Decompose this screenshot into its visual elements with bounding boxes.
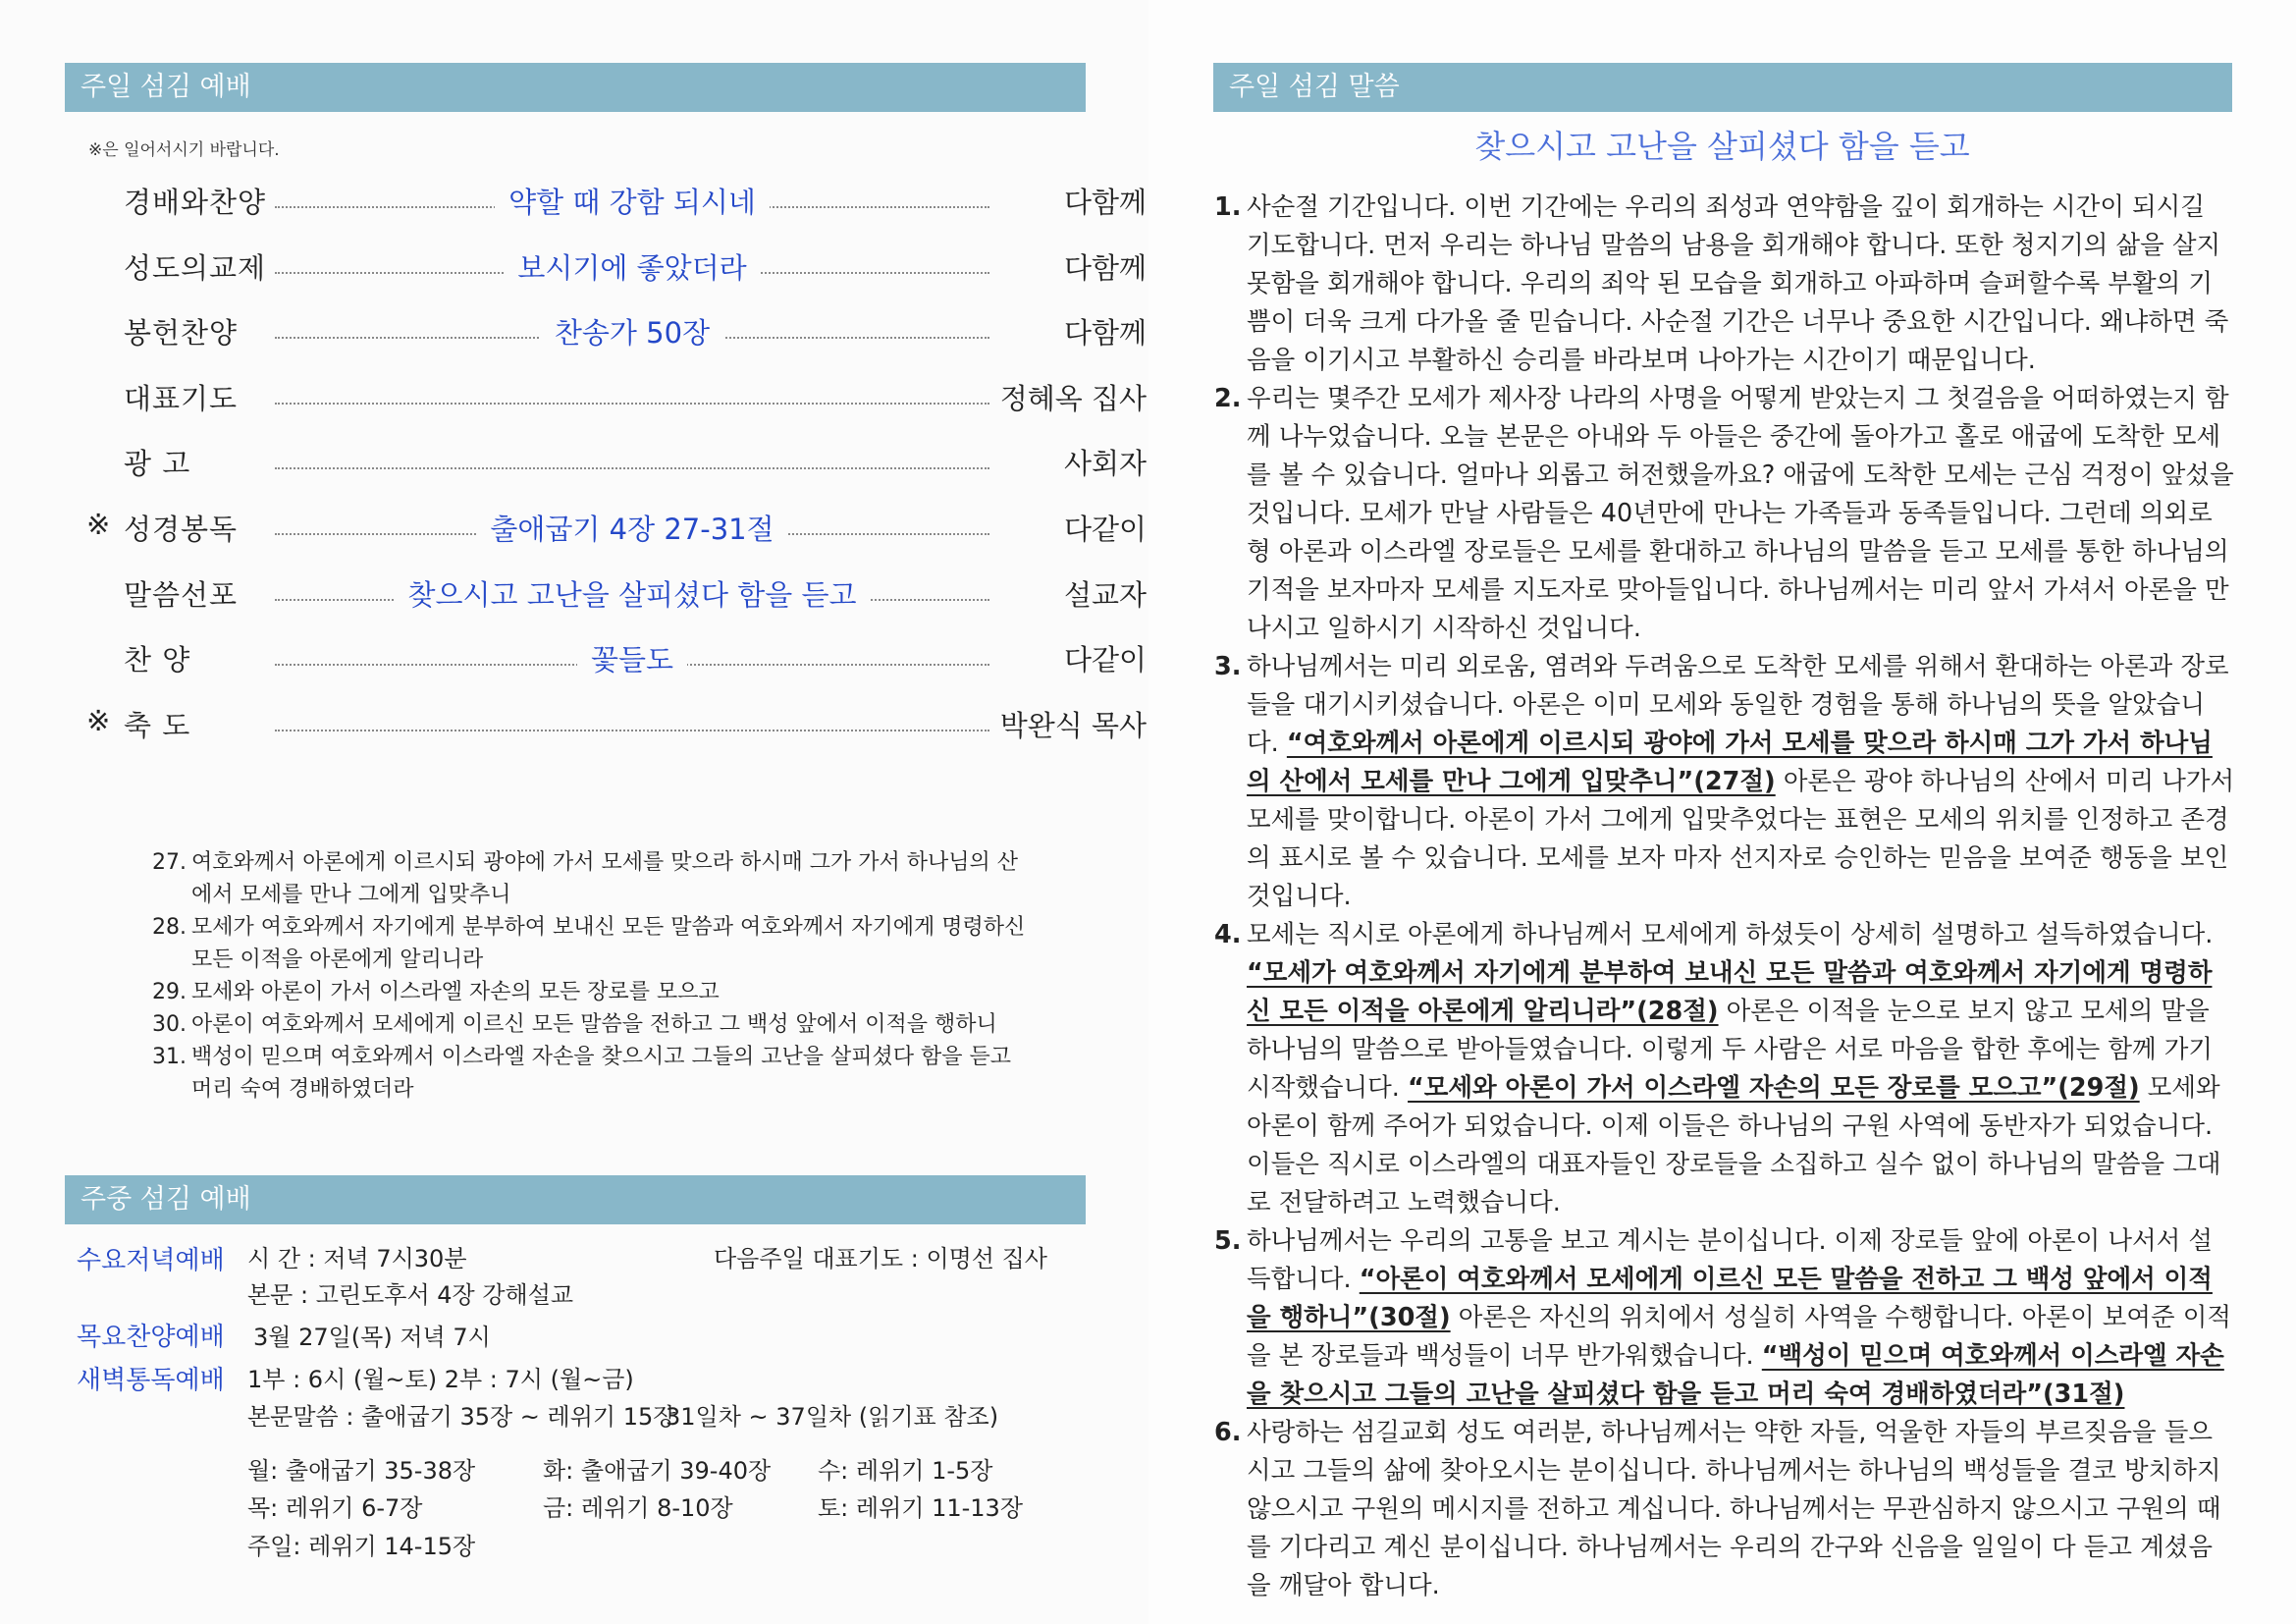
order-leader: 다함께 — [989, 246, 1147, 287]
wed-service-label: 수요저녁예배 — [77, 1246, 225, 1275]
wed-service-time: 시 간 : 저녁 7시30분 — [247, 1245, 467, 1272]
dawn-service-text: 본문말씀 : 출애굽기 35장 ~ 레위기 15장 — [247, 1403, 676, 1431]
reading-wed: 수: 레위기 1-5장 — [818, 1457, 993, 1485]
sermon-points — [1214, 189, 2235, 1605]
order-leader: 다같이 — [989, 638, 1147, 678]
wed-service-text: 본문 : 고린도후서 4장 강해설교 — [247, 1281, 574, 1309]
stand-mark: ※ — [86, 704, 111, 737]
scripture-verses — [152, 846, 1036, 1106]
sermon-point-5: 5. 하나님께서는 우리의 고통을 보고 계시는 분이십니다. 이제 장로들 앞에 아론이 나서서 설득합니다. “아론이 여호와께서 모세에게 이르신 모든 말씀을 전하고 그 백성 앞에서 이적을 행하니”(30절) 아론은 자신의 위치에서 성실히 사역을 수행합니다. 아론이 보여준 이적을 본 장로들과 백성들이 너무 반가워했습니다. “백성이 믿으며 여호와께서 이스라엘 자손을 찾으시고 그들의 고난을 살피셨다 함을 듣고 머리 숙여 경배하였더라”(31절) — [1214, 1226, 2232, 1409]
reading-thu: 목: 레위기 6-7장 — [247, 1494, 423, 1522]
thu-service-time: 3월 27일(목) 저녁 7시 — [253, 1324, 491, 1351]
order-leader: 박완식 목사 — [989, 704, 1147, 744]
verse: 31. 백성이 믿으며 여호와께서 이스라엘 자손을 찾으시고 그들의 고난을 살피셨다 함을 듣고 머리 숙여 경배하였더라 — [152, 1045, 1012, 1102]
scripture-quote: “여호와께서 아론에게 이르시되 광야에 가서 모세를 맞으라 하시매 그가 가서 하나님의 산에서 모세를 만나 그에게 입맞추니”(27절) — [1247, 729, 2213, 796]
order-title: 말씀선포 — [124, 578, 239, 612]
verse: 30. 아론이 여호와께서 모세에게 이르신 모든 말씀을 전하고 그 백성 앞에서 이적을 행하니 — [152, 1012, 997, 1037]
worship-header: 주일 섬김 예배 — [65, 63, 1086, 112]
order-content: 보시기에 좋았더라 — [275, 246, 989, 287]
sermon-title: 찾으시고 고난을 살피셨다 함을 듣고 — [1474, 128, 1970, 165]
order-leader: 사회자 — [989, 442, 1147, 482]
order-title: 광 고 — [124, 447, 191, 480]
sermon-point-1: 1. 사순절 기간입니다. 이번 기간에는 우리의 죄성과 연약함을 깊이 회개하는 시간이 되시길 기도합니다. 먼저 우리는 하나님 말씀의 남용을 회개해야 합니다. 또한 청지기의 삶을 살지 못함을 회개해야 합니다. 우리의 죄악 된 모습을 회개하고 아파하며 슬퍼할수록 부활의 기쁨이 더욱 크게 다가올 줄 믿습니다. 사순절 기간은 너무나 중요한 시간입니다. 왜냐하면 죽음을 이기시고 부활하신 승리를 바라보며 나아가는 시간이기 때문입니다. — [1214, 192, 2229, 375]
order-leader: 다같이 — [989, 508, 1147, 548]
sermon-point-3: 3. 하나님께서는 미리 외로움, 염려와 두려움으로 도착한 모세를 위해서 환대하는 아론과 장로들을 대기시키셨습니다. 아론은 이미 모세와 동일한 경험을 통해 하나님의 뜻을 알았습니다. “여호와께서 아론에게 이르시되 광야에 가서 모세를 맞으라 하시매 그가 가서 하나님의 산에서 모세를 만나 그에게 입맞추니”(27절) 아론은 광야 하나님의 산에서 미리 나가서 모세를 맞이합니다. 아론이 가서 그에게 입맞추었다는 표현은 모세의 위치를 인정하고 존경의 표시로 볼 수 있습니다. 모세를 보자 마자 선지자로 승인하는 믿음을 보여준 행동을 보인 것입니다. — [1214, 652, 2235, 911]
order-content: 찬송가 50장 — [275, 311, 989, 352]
thu-service-label: 목요찬양예배 — [77, 1323, 225, 1352]
reading-tue: 화: 출애굽기 39-40장 — [543, 1457, 772, 1485]
reading-mon: 월: 출애굽기 35-38장 — [247, 1457, 476, 1485]
order-row-sermon — [86, 573, 1147, 617]
order-leader: 설교자 — [989, 573, 1147, 614]
dotted-leader — [275, 403, 989, 405]
order-content: 출애굽기 4장 27-31절 — [275, 508, 989, 548]
order-title: 축 도 — [124, 709, 191, 742]
reading-fri: 금: 레위기 8-10장 — [543, 1494, 733, 1522]
order-row-benediction — [86, 704, 1147, 747]
weekday-header: 주중 섬김 예배 — [65, 1175, 1086, 1224]
order-leader: 다함께 — [989, 181, 1147, 221]
order-leader: 정혜옥 집사 — [989, 377, 1147, 417]
verse: 28. 모세가 여호와께서 자기에게 분부하여 보내신 모든 말씀과 여호와께서 자기에게 명령하신 모든 이적을 아론에게 알리니라 — [152, 915, 1026, 972]
order-title: 성도의교제 — [124, 251, 267, 285]
order-content: 약할 때 강함 되시네 — [275, 181, 989, 221]
order-title: 성경봉독 — [124, 513, 239, 546]
order-content: 찾으시고 고난을 살피셨다 함을 듣고 — [275, 573, 989, 614]
sermon-point-6: 6. 사랑하는 섬길교회 성도 여러분, 하나님께서는 약한 자들, 억울한 자들의 부르짖음을 들으시고 그들의 삶에 찾아오시는 분이십니다. 하나님께서는 하나님의 백성들을 결코 방치하지 않으시고 구원의 메시지를 전하고 계십니다. 하나님께서는 무관심하지 않으시고 구원의 때를 기다리고 계신 분이십니다. 하나님께서는 우리의 간구와 신음을 일일이 다 듣고 계셨음을 깨달아 합니다. — [1214, 1418, 2221, 1600]
verse: 27. 여호와께서 아론에게 이르시되 광야에 가서 모세를 맞으라 하시매 그가 가서 하나님의 산에서 모세를 만나 그에게 입맞추니 — [152, 850, 1018, 907]
order-row-prayer — [86, 377, 1147, 420]
scripture-quote: “모세가 여호와께서 자기에게 분부하여 보내신 모든 말씀과 여호와께서 자기에게 명령하신 모든 이적을 아론에게 알리니라”(28절) — [1247, 958, 2213, 1026]
sermon-point-4: 4. 모세는 직시로 아론에게 하나님께서 모세에게 하셨듯이 상세히 설명하고 설득하였습니다. “모세가 여호와께서 자기에게 분부하여 보내신 모든 말씀과 여호와께서 자기에게 명령하신 모든 이적을 아론에게 알리니라”(28절) 아론은 이적을 눈으로 보지 않고 모세의 말을 하나님의 말씀으로 받아들였습니다. 이렇게 두 사람은 서로 마음을 합한 후에는 함께 가기 시작했습니다. “모세와 아론이 가서 이스라엘 자손의 모든 장로를 모으고”(29절) 모세와 아론이 함께 주어가 되었습니다. 이제 이들은 하나님의 구원 사역에 동반자가 되었습니다. 이들은 직시로 이스라엘의 대표자들인 장로들을 소집하고 실수 없이 하나님의 말씀을 그대로 전달하려고 노력했습니다. — [1214, 920, 2221, 1218]
sermon-header: 주일 섬김 말씀 — [1213, 63, 2232, 112]
order-row-hymn — [86, 638, 1147, 681]
scripture-quote: “아론이 여호와께서 모세에게 이르신 모든 말씀을 전하고 그 백성 앞에서 이적을 행하니”(30절) — [1247, 1265, 2213, 1332]
dotted-leader — [275, 467, 989, 469]
order-content: 꽃들도 — [275, 638, 989, 678]
dotted-leader — [275, 730, 989, 731]
scripture-quote: “백성이 믿으며 여호와께서 이스라엘 자손을 찾으시고 그들의 고난을 살피셨다 함을 듣고 머리 숙여 경배하였더라”(31절) — [1247, 1341, 2224, 1409]
order-row-announcements — [86, 442, 1147, 485]
sermon-point-2: 2. 우리는 몇주간 모세가 제사장 나라의 사명을 어떻게 받았는지 그 첫걸음을 어떠하였는지 함께 나누었습니다. 오늘 본문은 아내와 두 아들은 중간에 돌아가고 홀로 애굽에 도착한 모세를 볼 수 있습니다. 얼마나 외롭고 허전했을까요? 애굽에 도착한 모세는 근심 걱정이 앞섰을 것입니다. 모세가 만날 사람들은 40년만에 만나는 가족들과 동족들입니다. 그런데 의외로 형 아론과 이스라엘 장로들은 모세를 환대하고 하나님의 말씀을 듣고 모세를 통한 하나님의 기적을 보자마자 모세를 지도자로 맞아들입니다. 하나님께서는 미리 앞서 가셔서 아론을 만나시고 일하시기 시작하신 것입니다. — [1214, 384, 2234, 643]
order-title: 대표기도 — [124, 382, 239, 415]
reading-sun: 주일: 레위기 14-15장 — [247, 1533, 476, 1560]
order-row-offering — [86, 311, 1147, 354]
dawn-service-time: 1부 : 6시 (월~토) 2부 : 7시 (월~금) — [247, 1366, 634, 1393]
standing-note: ※은 일어서시기 바랍니다. — [88, 140, 280, 160]
reading-sat: 토: 레위기 11-13장 — [818, 1494, 1024, 1522]
dawn-service-label: 새벽통독예배 — [77, 1366, 225, 1395]
verse: 29. 모세와 아론이 가서 이스라엘 자손의 모든 장로를 모으고 — [152, 980, 720, 1004]
order-row-fellowship — [86, 246, 1147, 290]
order-title: 봉헌찬양 — [124, 316, 239, 350]
dawn-service-days: 31일차 ~ 37일차 (읽기표 참조) — [666, 1403, 999, 1431]
order-title: 경배와찬양 — [124, 186, 267, 219]
next-prayer-leader: 다음주일 대표기도 : 이명선 집사 — [714, 1245, 1047, 1272]
order-row-scripture — [86, 508, 1147, 551]
order-title: 찬 양 — [124, 643, 191, 677]
stand-mark: ※ — [86, 508, 111, 541]
scripture-quote: “모세와 아론이 가서 이스라엘 자손의 모든 장로를 모으고”(29절) — [1408, 1073, 2140, 1103]
order-row-praise — [86, 181, 1147, 224]
order-leader: 다함께 — [989, 311, 1147, 352]
